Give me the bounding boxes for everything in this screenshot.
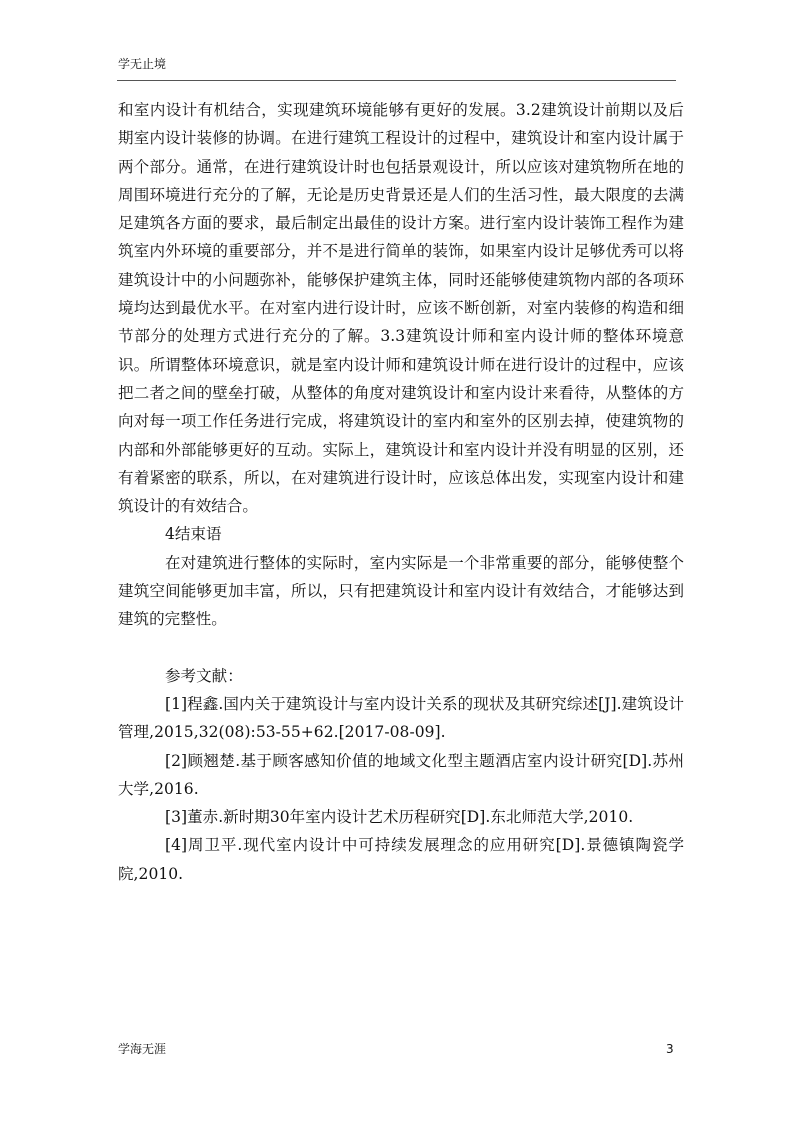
- page-footer-text: 学海无涯: [118, 1042, 167, 1056]
- body-paragraph: 和室内设计有机结合，实现建筑环境能够有更好的发展。3.2建筑设计前期以及后期室内设计装修的协调。在进行建筑工程设计的过程中，建筑设计和室内设计属于两个部分。通常，在进行建筑设计时也包括景观设计，所以应该对建筑物所在地的周围环境进行充分的了解，无论是历史背景还是人们的生活习性，最大限度的去满足建筑各方面的要求，最后制定出最佳的设计方案。进行室内设计装饰工程作为建筑室内外环境的重要部分，并不是进行简单的装饰，如果室内设计足够优秀可以将建筑设计中的小问题弥补，能够保护建筑主体，同时还能够使建筑物内部的各项环境均达到最优水平。在对室内进行设计时，应该不断创新，对室内装修的构造和细节部分的处理方式进行充分的了解。3.3建筑设计师和室内设计师的整体环境意识。所谓整体环境意识，就是室内设计师和建筑设计师在进行设计的过程中，应该把二者之间的壁垒打破，从整体的角度对建筑设计和室内设计来看待，从整体的方向对每一项工作任务进行完成，将建筑设计的室内和室外的区别去掉，使建筑物的内部和外部能够更好的互动。实际上，建筑设计和室内设计并没有明显的区别，还有着紧密的联系，所以，在对建筑进行设计时，应该总体出发，实现室内设计和建筑设计的有效结合。: [118, 101, 684, 516]
- document-body: [118, 96, 684, 888]
- reference-item: [1]程鑫.国内关于建筑设计与室内设计关系的现状及其研究综述[J].建筑设计管理,2015,32(08):53-55+62.[2017-08-09].: [118, 694, 684, 742]
- conclusion-paragraph: 在对建筑进行整体的实际时，室内实际是一个非常重要的部分，能够使整个建筑空间能够更加丰富，所以，只有把建筑设计和室内设计有效结合，才能够达到建筑的完整性。: [118, 553, 684, 629]
- section-heading: 4结束语: [165, 525, 222, 544]
- reference-item: [4]周卫平.现代室内设计中可持续发展理念的应用研究[D].景德镇陶瓷学院,2010.: [118, 836, 684, 883]
- reference-item: [3]董赤.新时期30年室内设计艺术历程研究[D].东北师范大学,2010.: [165, 808, 634, 827]
- references-title: 参考文献：: [165, 666, 243, 685]
- page-header: 学无止境: [118, 57, 167, 71]
- reference-item: [2]顾翘楚.基于顾客感知价值的地域文化型主题酒店室内设计研究[D].苏州大学,2016.: [118, 751, 684, 798]
- page-number: 3: [666, 1042, 674, 1056]
- header-divider: [117, 80, 676, 81]
